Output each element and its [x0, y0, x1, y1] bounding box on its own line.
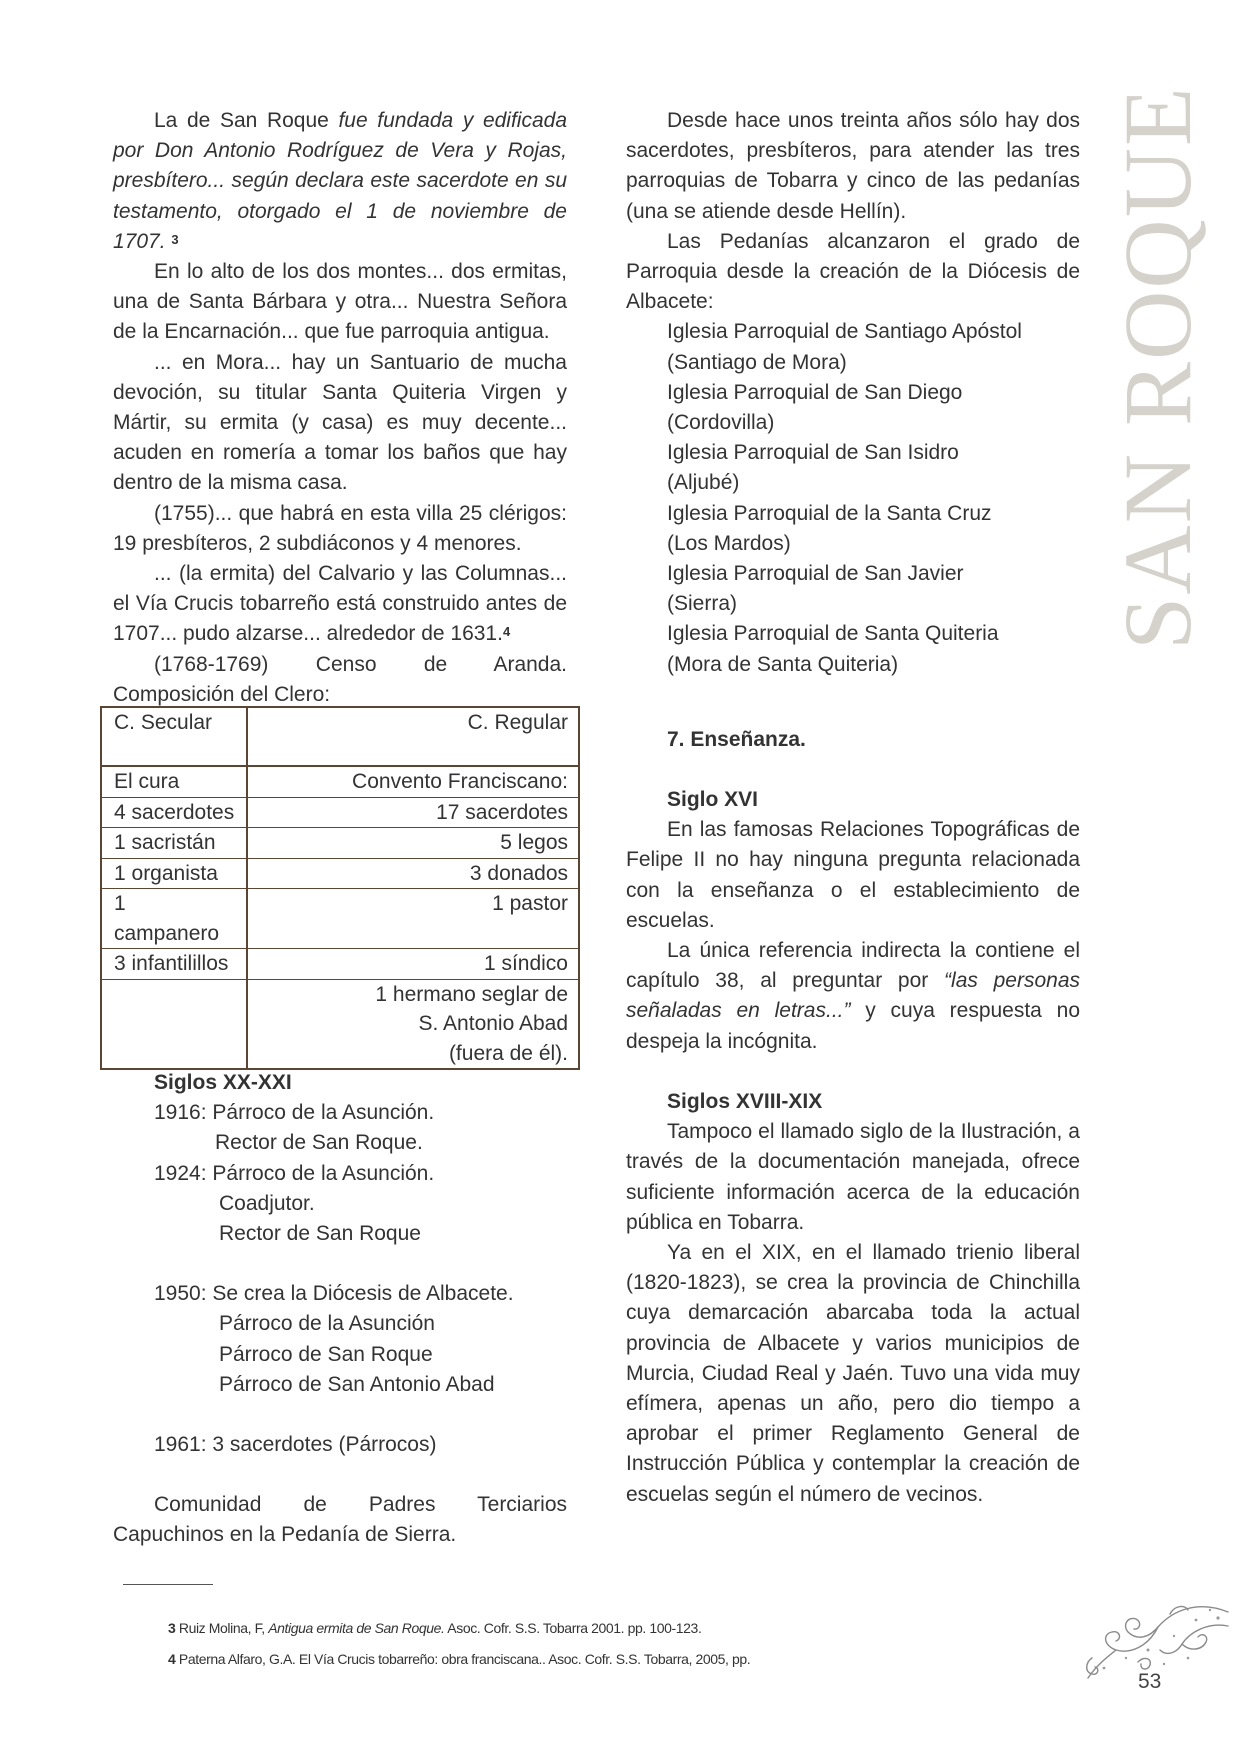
list-item: Rector de San Roque.: [215, 1131, 423, 1155]
footnote: 3 Ruiz Molina, F, Antigua ermita de San Roque. Asoc. Cofr. S.S. Tobarra 2001. pp. 100-123.: [168, 1620, 702, 1636]
side-title: SAN ROQUE: [1104, 85, 1211, 650]
table-row: 1 campanero 1 pastor: [101, 889, 579, 949]
list-item: Iglesia Parroquial de San Javier: [667, 562, 964, 586]
table-row: 1 organista 3 donados: [101, 858, 579, 889]
paragraph: ... (la ermita) del Calvario y las Columnas... el Vía Crucis tobarreño está construido antes de 1707... pudo alzarse... alrededor de 1631.$^4$: [113, 562, 567, 646]
paragraph: ... en Mora... hay un Santuario de mucha devoción, su titular Santa Quiteria Virgen y Mártir, su ermita (y casa) es muy decente... acuden en romería a tomar los baños que hay dentro de la misma casa.: [113, 350, 567, 495]
table-row: 1 hermano seglar de S. Antonio Abad (fuera de él).: [101, 979, 579, 1069]
table-row: 3 infantilillos 1 síndico: [101, 949, 579, 980]
list-item: Rector de San Roque: [219, 1222, 421, 1246]
left-column-lower: [113, 1068, 567, 1551]
footnote-divider: [123, 1584, 213, 1585]
list-item: (Santiago de Mora): [667, 350, 847, 374]
section-heading: 7. Enseñanza.: [667, 727, 806, 751]
clergy-table: [100, 706, 580, 1070]
list-item: Iglesia Parroquial de Santa Quiteria: [667, 622, 999, 646]
list-item: 1916: Párroco de la Asunción.: [154, 1101, 435, 1125]
section-heading: Siglo XVI: [667, 788, 759, 812]
paragraph: En lo alto de los dos montes... dos ermitas, una de Santa Bárbara y otra... Nuestra Señora de la Encarnación... que fue parroquia antigua.: [113, 260, 567, 344]
list-item: Iglesia Parroquial de la Santa Cruz: [667, 501, 992, 525]
parish-list: [626, 317, 1080, 679]
list-item: (Sierra): [667, 592, 738, 616]
footnote-ref: 3: [171, 231, 179, 247]
list-item: 1950: Se crea la Diócesis de Albacete.: [154, 1282, 514, 1306]
list-item: Iglesia Parroquial de San Isidro: [667, 441, 959, 465]
paragraph: La única referencia indirecta la contiene el capítulo 38, al preguntar por “las personas señaladas en letras...” y cuya respuesta no despeja la incógnita.: [626, 939, 1080, 1053]
footnote-ref: 4: [502, 624, 511, 640]
paragraph: (1755)... que habrá en esta villa 25 clérigos: 19 presbíteros, 2 subdiáconos y 4 menores.: [113, 501, 567, 555]
list-item: 1924: Párroco de la Asunción.: [154, 1161, 435, 1185]
list-item: Párroco de San Roque: [219, 1342, 433, 1366]
paragraph: Tampoco el llamado siglo de la Ilustración, a través de la documentación manejada, ofrece suficiente información acerca de la educación pública en Tobarra.: [626, 1120, 1080, 1234]
list-item: (Cordovilla): [667, 411, 775, 435]
table-header-row: [101, 707, 579, 766]
right-column: [626, 106, 1080, 1510]
paragraph: Desde hace unos treinta años sólo hay dos sacerdotes, presbíteros, para atender las tres parroquias de Tobarra y cinco de las pedanías (una se atiende desde Hellín).: [626, 109, 1080, 223]
page-number: 53: [1138, 1670, 1162, 1693]
list-item: (Aljubé): [667, 471, 740, 495]
paragraph: La de San Roque fue fundada y edificada por Don Antonio Rodríguez de Vera y Rojas, presbítero... según declara este sacerdote en su testamento, otorgado el 1 de noviembre de 1707. $^3$: [113, 109, 568, 253]
paragraph: Las Pedanías alcanzaron el grado de Parroquia desde la creación de la Diócesis de Albacete:: [626, 229, 1080, 314]
list-item: Iglesia Parroquial de San Diego: [667, 380, 963, 404]
paragraph: (1768-1769) Censo de Aranda. Composición del Clero:: [113, 652, 567, 706]
table-header-cell: C. Secular: [101, 707, 247, 766]
list-item: Párroco de San Antonio Abad: [219, 1372, 495, 1396]
list-item: Iglesia Parroquial de Santiago Apóstol: [667, 320, 1022, 344]
footnote: 4 Paterna Alfaro, G.A. El Vía Crucis tobarreño: obra franciscana.. Asoc. Cofr. S.S. Tobarra, 2005, pp.: [168, 1651, 751, 1667]
list-item: 1961: 3 sacerdotes (Párrocos): [154, 1433, 437, 1457]
table-row: El cura Convento Franciscano:: [101, 766, 579, 797]
paragraph: En las famosas Relaciones Topográficas de Felipe II no hay ninguna pregunta relacionada con la enseñanza o el establecimiento de escuelas.: [626, 818, 1080, 932]
table-header-cell: C. Regular: [247, 707, 579, 766]
section-heading: Siglos XVIII-XIX: [667, 1089, 823, 1113]
left-column: [113, 106, 567, 710]
list-item: (Mora de Santa Quiteria): [667, 652, 899, 676]
list-item: (Los Mardos): [667, 531, 791, 555]
table-row: 4 sacerdotes 17 sacerdotes: [101, 797, 579, 828]
list-item: Coadjutor.: [219, 1191, 315, 1215]
table-row: 1 sacristán 5 legos: [101, 828, 579, 859]
paragraph: Ya en el XIX, en el llamado trienio liberal (1820-1823), se crea la provincia de Chinchilla cuya demarcación abarcaba toda la actual provincia de Albacete y varios municipios de Murcia, Ciudad Real y Jaén. Tuvo una vida muy efímera, apenas un año, pero dio tiempo a aprobar el primer Reglamento General de Instrucción Pública y contemplar la creación de escuelas según el número de vecinos.: [626, 1240, 1080, 1506]
paragraph: Comunidad de Padres Terciarios Capuchinos en la Pedanía de Sierra.: [113, 1493, 567, 1547]
list-item: Párroco de la Asunción: [219, 1312, 435, 1336]
section-heading: Siglos XX-XXI: [154, 1071, 292, 1094]
